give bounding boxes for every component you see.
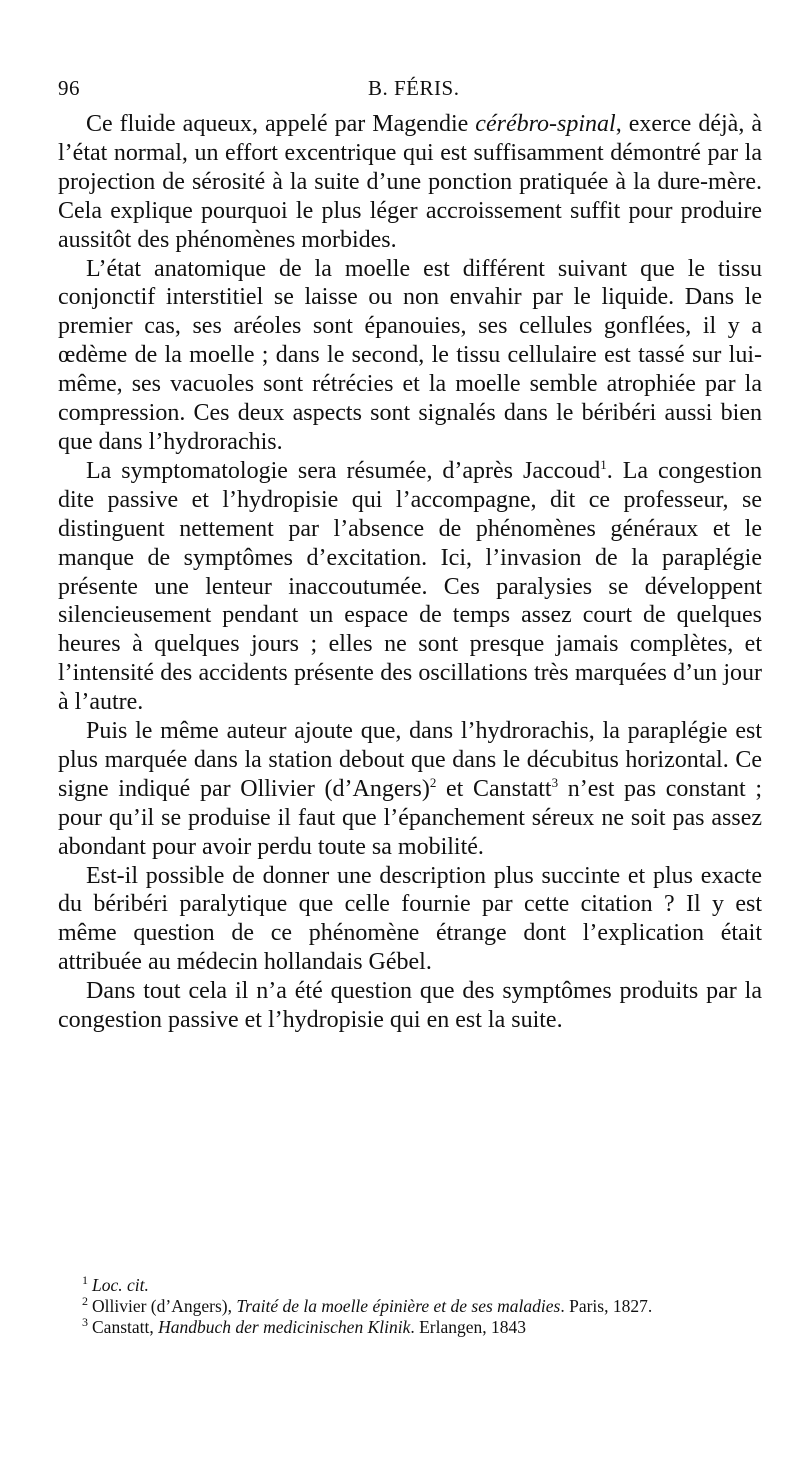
paragraph-1 — [58, 110, 762, 255]
footnote-title: Traité de la moelle épinière et de ses maladies — [236, 1296, 561, 1316]
paragraph-5: Est-il possible de donner une description plus succinte et plus exacte du béribéri paralytique que celle fournie par cette citation ? Il y est même question de ce phénomène étrange dont l’explication était attribuée au médecin hollandais Gébel. — [58, 862, 762, 976]
footnote-tail: . Erlangen, 1843 — [410, 1317, 527, 1337]
paragraph-1-text-a: Ce fluide aqueux, appelé par Magendie — [86, 111, 476, 137]
paragraph-4 — [58, 717, 762, 862]
paragraph-4-text-a: Puis le même auteur ajoute que, dans l’hydrorachis, la paraplégie est plus marquée dans la station debout que dans le décubitus horizontal. Ce signe indiqué par Ollivier (d’Angers) — [58, 718, 762, 802]
page-header — [58, 72, 762, 106]
footnote-mark: 3 — [82, 1315, 88, 1330]
paragraph-3-text-a: La symptomatologie sera résumée, d’après Jaccoud — [86, 457, 601, 484]
paragraph-6: Dans tout cela il n’a été question que des symptômes produits par la congestion passive et l’hydropisie qui en est la suite. — [58, 978, 762, 1034]
paragraph-2: L’état anatomique de la moelle est différent suivant que le tissu conjonctif interstitiel se laisse ou non envahir par le liquide. Dans le premier cas, ses aréoles sont épanouies, ses cellules gonflées, il y a œdème de la moelle ; dans le second, le tissu cellulaire est tassé sur lui-même, ses vacuoles sont rétrécies et la moelle semble atrophiée par la compression. Ces deux aspects sont signalés dans le béribéri aussi bien que dans l’hydrorachis. — [58, 255, 762, 455]
footnote-1 — [58, 1275, 762, 1296]
footnote-2 — [58, 1296, 762, 1317]
footnote-ref-2[interactable]: 2 — [429, 774, 437, 790]
page-number: 96 — [58, 76, 80, 100]
footnotes — [58, 1275, 762, 1338]
footnote-author: Ollivier (d’Angers), — [92, 1296, 237, 1316]
footnote-title: Handbuch der medicinischen Klinik — [158, 1317, 411, 1337]
paragraph-3-text-b: . La congestion dite passive et l’hydropisie qui l’accompagne, dit ce professeur, se distinguent nettement par l’absence de phénomènes généraux et le manque de symptômes d’excitation. Ici, l’invasion de la paraplégie présente une lenteur inaccoutumée. Ces paralysies se développent silencieusement pendant un espace de temps assez court de quelques heures à quelques jours ; elles ne sont presque jamais complètes, et l’intensité des accidents présente des oscillations très marquées d’un jour à l’autre. — [58, 457, 763, 716]
paragraph-4-text-b: et Canstatt — [436, 775, 552, 802]
footnote-author: Canstatt, — [92, 1317, 159, 1337]
body-text — [58, 110, 762, 1035]
footnote-title: Loc. cit. — [92, 1275, 149, 1295]
footnote-ref-1[interactable]: 1 — [600, 456, 607, 472]
paragraph-3 — [58, 457, 762, 717]
footnote-mark: 1 — [82, 1273, 88, 1288]
term-cerebro-spinal: cérébro-spinal — [475, 111, 616, 137]
footnote-ref-3[interactable]: 3 — [551, 774, 559, 790]
footnote-tail: . Paris, 1827. — [560, 1296, 653, 1316]
footnote-3 — [58, 1317, 762, 1338]
running-head: B. FÉRIS. — [368, 76, 460, 100]
footnote-mark: 2 — [82, 1294, 88, 1309]
paragraph-4-text-c: n’est pas constant ; pour qu’il se produise il faut que l’épanchement séreux ne soit pas assez abondant pour avoir perdu toute sa mobilité. — [58, 775, 762, 860]
paragraph-1-text-b: , exerce déjà, à l’état normal, un effort excentrique qui est suffisamment démontré par la projection de sérosité à la suite d’une ponction pratiquée à la dure-mère. Cela explique pourquoi le plus léger accroissement suffit pour produire aussitôt des phénomènes morbides. — [58, 111, 762, 253]
